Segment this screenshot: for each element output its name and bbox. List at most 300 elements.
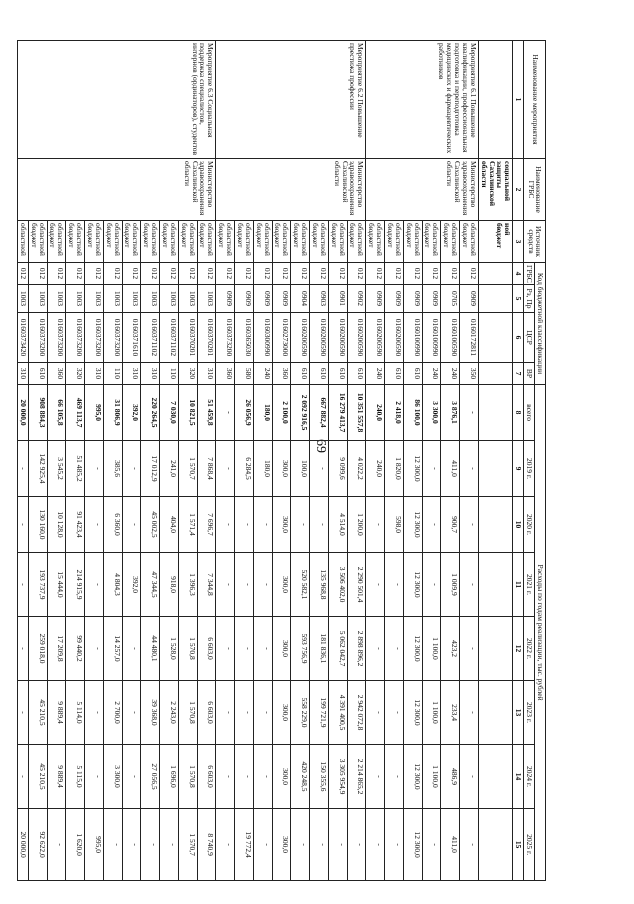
header-source: Источник средств <box>524 221 546 263</box>
cell-value <box>478 363 513 385</box>
header-name: Наименование мероприятия <box>524 41 546 159</box>
cell-year-value: 900,7 <box>441 497 460 553</box>
cell-grbs-code: 012 <box>216 263 235 285</box>
cell-year-value: - <box>385 553 404 617</box>
cell-total: 908 884,3 <box>28 385 47 441</box>
cell-vr: 610 <box>403 363 422 385</box>
cell-year-value: 130 160,0 <box>28 497 47 553</box>
cell-year-value: 142 925,4 <box>28 441 47 497</box>
cell-grbs-code: 012 <box>310 263 329 285</box>
cell-csr: 0160373200 <box>85 313 104 363</box>
cell-total: 392,0 <box>122 385 141 441</box>
cell-source: областной бюджет <box>460 221 479 263</box>
cell-year-value: 411,0 <box>441 809 460 881</box>
cell-rzpr: 0904 <box>291 285 310 313</box>
cell-rzpr: 0909 <box>235 285 254 313</box>
cell-year-value: 9 889,4 <box>47 745 66 809</box>
cell-rzpr: 0909 <box>272 285 291 313</box>
cell-source: областной бюджет <box>235 221 254 263</box>
cell-csr: 0160371610 <box>122 313 141 363</box>
cell-year-value: 1 570,8 <box>178 745 197 809</box>
cell-year-value: - <box>291 809 310 881</box>
cell-vr: 610 <box>328 363 347 385</box>
cell-value <box>478 809 513 881</box>
cell-year-value: - <box>310 441 329 497</box>
header-year: 2020 г. <box>524 497 535 553</box>
header-grbs: Наименование ГРБС <box>524 159 546 221</box>
cell-total: 3 876,1 <box>441 385 460 441</box>
cell-vr: 580 <box>235 363 254 385</box>
cell-year-value: - <box>216 553 235 617</box>
budget-table-page <box>18 40 546 880</box>
cell-grbs-code: 012 <box>366 263 385 285</box>
cell-year-value: 214 915,9 <box>66 553 85 617</box>
cell-year-value: 1 528,0 <box>160 617 179 681</box>
cell-rzpr: 1003 <box>18 285 29 313</box>
table-header <box>524 41 546 881</box>
cell-source: областной бюджет <box>422 221 441 263</box>
cell-year-value: - <box>85 441 104 497</box>
column-number: 4 <box>513 263 524 285</box>
cell-year-value: - <box>18 497 29 553</box>
cell-vr: 310 <box>18 363 29 385</box>
cell-year-value: 300,0 <box>272 497 291 553</box>
cell-year-value: 4 804,3 <box>103 553 122 617</box>
cell-vr: 310 <box>197 363 216 385</box>
cell-csr: 0160371102 <box>141 313 160 363</box>
cell-year-value: - <box>460 553 479 617</box>
cell-year-value: 3 506 402,0 <box>328 553 347 617</box>
cell-csr: 0160100990 <box>422 313 441 363</box>
cell-vr: 240 <box>253 363 272 385</box>
cell-source: областной бюджет <box>160 221 179 263</box>
cell-grbs-code: 012 <box>385 263 404 285</box>
cell-year-value: 99 440,2 <box>66 617 85 681</box>
cell-year-value: - <box>253 745 272 809</box>
cell-total: 180,0 <box>253 385 272 441</box>
cell-source: ной бюджет <box>478 221 513 263</box>
cell-year-value: - <box>85 681 104 745</box>
cell-year-value: 1 100,0 <box>422 745 441 809</box>
cell-year-value: - <box>122 681 141 745</box>
cell-year-value: 3 545,2 <box>47 441 66 497</box>
cell-year-value: 259 018,0 <box>28 617 47 681</box>
cell-source: областной бюджет <box>28 221 47 263</box>
cell-source: областной бюджет <box>103 221 122 263</box>
cell-csr: 0160200590 <box>366 313 385 363</box>
cell-year-value: 598,0 <box>385 497 404 553</box>
cell-year-value: - <box>235 553 254 617</box>
cell-year-value: 2 942 072,8 <box>347 681 366 745</box>
cell-year-value: - <box>366 617 385 681</box>
cell-year-value: - <box>216 617 235 681</box>
cell-year-value: 241,0 <box>160 441 179 497</box>
cell-vr: 610 <box>291 363 310 385</box>
cell-source: областной бюджет <box>178 221 197 263</box>
cell-year-value: 1 571,4 <box>178 497 197 553</box>
column-number: 7 <box>513 363 524 385</box>
cell-source: областной бюджет <box>328 221 347 263</box>
cell-total: 10 351 557,8 <box>347 385 366 441</box>
cell-year-value: - <box>216 809 235 881</box>
cell-source: областной бюджет <box>291 221 310 263</box>
column-number: 3 <box>513 221 524 263</box>
cell-year-value: 1 100,0 <box>422 681 441 745</box>
cell-year-value: 9 099,6 <box>328 441 347 497</box>
cell-year-value: - <box>460 497 479 553</box>
cell-source: областной бюджет <box>85 221 104 263</box>
cell-total: 220 264,5 <box>141 385 160 441</box>
cell-year-value: - <box>235 497 254 553</box>
cell-year-value: 10 128,0 <box>47 497 66 553</box>
cell-value <box>478 745 513 809</box>
cell-year-value: 5 115,0 <box>66 745 85 809</box>
cell-vr: 360 <box>216 363 235 385</box>
cell-vr: 240 <box>422 363 441 385</box>
cell-grbs: Министерство здравоохранения Сахалинской области <box>18 159 216 221</box>
cell-year-value: 5 114,0 <box>66 681 85 745</box>
cell-year-value: 486,9 <box>441 745 460 809</box>
cell-value <box>478 385 513 441</box>
cell-csr: 0160172811 <box>460 313 479 363</box>
cell-year-value: - <box>347 809 366 881</box>
cell-year-value: 1 570,7 <box>178 809 197 881</box>
cell-csr: 0160371102 <box>160 313 179 363</box>
cell-csr: 0160370201 <box>197 313 216 363</box>
cell-year-value: - <box>366 809 385 881</box>
cell-year-value: 193 737,9 <box>28 553 47 617</box>
cell-rzpr: 0909 <box>216 285 235 313</box>
cell-event-name: Мероприятие 6.2 Повышение престижа профессии <box>216 41 366 159</box>
cell-year-value: 6 603,0 <box>197 681 216 745</box>
cell-total: 2 100,0 <box>272 385 291 441</box>
cell-grbs-code: 012 <box>103 263 122 285</box>
cell-source: областной бюджет <box>441 221 460 263</box>
cell-source: областной бюджет <box>141 221 160 263</box>
cell-year-value: - <box>366 553 385 617</box>
cell-year-value: - <box>85 745 104 809</box>
cell-total: 20 000,0 <box>18 385 29 441</box>
cell-rzpr: 1003 <box>178 285 197 313</box>
cell-grbs-code: 012 <box>235 263 254 285</box>
cell-year-value: 47 344,5 <box>141 553 160 617</box>
cell-csr: 0160373200 <box>103 313 122 363</box>
cell-year-value: - <box>235 681 254 745</box>
cell-year-value: - <box>18 553 29 617</box>
cell-event-name: Мероприятие 6.1 Повышение квалификации, профессиональная подготовка и переподготовка медицинских и фармацевтических работников <box>366 41 479 159</box>
cell-year-value: - <box>253 617 272 681</box>
cell-year-value: - <box>385 745 404 809</box>
column-number: 13 <box>513 681 524 745</box>
cell-year-value: - <box>310 809 329 881</box>
cell-name <box>478 41 513 159</box>
rotated-table-stage <box>18 40 546 880</box>
cell-csr: 0160300990 <box>253 313 272 363</box>
header-year: 2023 г. <box>524 681 535 745</box>
cell-grbs-code: 012 <box>403 263 422 285</box>
cell-grbs-code: 012 <box>441 263 460 285</box>
cell-year-value: 3 300,0 <box>103 745 122 809</box>
cell-source: областной бюджет <box>216 221 235 263</box>
cell-source: областной <box>18 221 29 263</box>
cell-vr: 350 <box>460 363 479 385</box>
cell-year-value: 385,6 <box>103 441 122 497</box>
cell-total: - <box>460 385 479 441</box>
cell-year-value: 392,0 <box>122 553 141 617</box>
cell-year-value: 240,0 <box>366 441 385 497</box>
column-number: 2 <box>513 159 524 221</box>
cell-year-value: 12 300,0 <box>403 617 422 681</box>
cell-rzpr: 0705 <box>441 285 460 313</box>
cell-vr: 110 <box>160 363 179 385</box>
cell-year-value: 1 570,8 <box>178 617 197 681</box>
cell-csr: 0160100590 <box>441 313 460 363</box>
cell-rzpr: 1003 <box>66 285 85 313</box>
cell-year-value: - <box>122 809 141 881</box>
cell-year-value: 45 210,5 <box>28 745 47 809</box>
column-number: 8 <box>513 385 524 441</box>
page-number: 69 <box>313 439 328 453</box>
cell-year-value: 7 696,7 <box>197 497 216 553</box>
cell-year-value: 300,0 <box>272 617 291 681</box>
cell-year-value: - <box>85 617 104 681</box>
cell-year-value: 1 009,9 <box>441 553 460 617</box>
cell-year-value: 135 968,8 <box>310 553 329 617</box>
cell-year-value: 199 721,9 <box>310 681 329 745</box>
cell-year-value: 420 248,5 <box>291 745 310 809</box>
cell-year-value: - <box>366 681 385 745</box>
cell-year-value: - <box>385 809 404 881</box>
cell-year-value: 6 603,0 <box>197 745 216 809</box>
cell-year-value: 5 062 042,7 <box>328 617 347 681</box>
cell-year-value: - <box>291 497 310 553</box>
cell-rzpr: 1003 <box>85 285 104 313</box>
cell-source: областной бюджет <box>347 221 366 263</box>
cell-grbs-code: 012 <box>160 263 179 285</box>
cell-year-value: - <box>122 497 141 553</box>
cell-year-value: 6 360,0 <box>103 497 122 553</box>
cell-rzpr: 0909 <box>422 285 441 313</box>
cell-total: 86 100,0 <box>403 385 422 441</box>
cell-vr: 360 <box>272 363 291 385</box>
cell-rzpr: 1003 <box>103 285 122 313</box>
column-number: 15 <box>513 809 524 881</box>
cell-rzpr: 0909 <box>460 285 479 313</box>
cell-year-value: 45 002,5 <box>141 497 160 553</box>
cell-year-value: 520 582,1 <box>291 553 310 617</box>
cell-rzpr: 0909 <box>366 285 385 313</box>
cell-csr: 0160373200 <box>28 313 47 363</box>
cell-year-value: 44 480,1 <box>141 617 160 681</box>
column-number: 9 <box>513 441 524 497</box>
cell-source: областной бюджет <box>253 221 272 263</box>
cell-year-value: 7 344,8 <box>197 553 216 617</box>
cell-year-value: 1 696,0 <box>160 745 179 809</box>
cell-year-value: - <box>422 441 441 497</box>
cell-total: 66 105,8 <box>47 385 66 441</box>
table-row <box>460 41 479 881</box>
cell-grbs: Министерство здравоохранения Сахалинской области <box>366 159 479 221</box>
cell-grbs-code: 012 <box>178 263 197 285</box>
cell-rzpr: 0903 <box>310 285 329 313</box>
cell-vr: 310 <box>85 363 104 385</box>
cell-rzpr: 1003 <box>197 285 216 313</box>
cell-year-value: 300,0 <box>272 553 291 617</box>
cell-year-value: - <box>328 809 347 881</box>
cell-grbs-code: 012 <box>28 263 47 285</box>
cell-rzpr: 1003 <box>141 285 160 313</box>
cell-year-value: - <box>47 809 66 881</box>
cell-year-value: 995,0 <box>85 809 104 881</box>
column-number: 14 <box>513 745 524 809</box>
cell-year-value: 2 214 865,2 <box>347 745 366 809</box>
cell-total: 667 882,4 <box>310 385 329 441</box>
cell-csr: 0160200590 <box>385 313 404 363</box>
cell-vr: 310 <box>122 363 141 385</box>
cell-year-value: - <box>122 441 141 497</box>
cell-year-value: 39 368,0 <box>141 681 160 745</box>
cell-value <box>478 263 513 285</box>
cell-year-value: 300,0 <box>272 745 291 809</box>
cell-rzpr: 0909 <box>403 285 422 313</box>
cell-year-value: 411,0 <box>441 441 460 497</box>
cell-year-value: 300,0 <box>272 441 291 497</box>
header-year: 2024 г. <box>524 745 535 809</box>
column-number: 10 <box>513 497 524 553</box>
cell-year-value: 27 056,5 <box>141 745 160 809</box>
column-number: 5 <box>513 285 524 313</box>
cell-year-value: 300,0 <box>272 681 291 745</box>
cell-vr: 240 <box>441 363 460 385</box>
cell-csr: 0160273000 <box>272 313 291 363</box>
cell-vr: 610 <box>347 363 366 385</box>
cell-year-value: 12 300,0 <box>403 809 422 881</box>
cell-source: областной бюджет <box>197 221 216 263</box>
cell-grbs-code: 012 <box>47 263 66 285</box>
cell-year-value: 180,0 <box>253 441 272 497</box>
cell-year-value: 12 300,0 <box>403 553 422 617</box>
cell-total: 995,0 <box>85 385 104 441</box>
cell-year-value: 100,0 <box>291 441 310 497</box>
cell-year-value: 2 898 896,2 <box>347 617 366 681</box>
cell-year-value: 12 300,0 <box>403 745 422 809</box>
column-number: 6 <box>513 313 524 363</box>
cell-csr: 0160373420 <box>18 313 29 363</box>
cell-vr: 610 <box>28 363 47 385</box>
cell-year-value: 918,0 <box>160 553 179 617</box>
cell-vr: 320 <box>66 363 85 385</box>
header-grbs-code: ГРБС <box>524 263 535 285</box>
cell-year-value: - <box>216 441 235 497</box>
header-rzpr: Рз, Пр <box>524 285 535 313</box>
cell-value <box>478 441 513 497</box>
cell-source: областной бюджет <box>122 221 141 263</box>
cell-grbs-code: 012 <box>197 263 216 285</box>
cell-year-value: 45 210,5 <box>28 681 47 745</box>
cell-year-value: 423,2 <box>441 617 460 681</box>
cell-source: областной бюджет <box>272 221 291 263</box>
cell-year-value: - <box>253 497 272 553</box>
cell-year-value: - <box>460 681 479 745</box>
cell-year-value: 6 603,0 <box>197 617 216 681</box>
cell-year-value: - <box>141 809 160 881</box>
cell-year-value: 20 000,0 <box>18 809 29 881</box>
cell-source: областной бюджет <box>385 221 404 263</box>
cell-rzpr: 1003 <box>160 285 179 313</box>
header-vr: ВР <box>524 363 535 385</box>
cell-source: областной бюджет <box>366 221 385 263</box>
cell-total: 51 459,8 <box>197 385 216 441</box>
cell-vr: 360 <box>47 363 66 385</box>
cell-grbs-code: 012 <box>253 263 272 285</box>
cell-year-value: - <box>122 745 141 809</box>
cell-year-value: - <box>253 809 272 881</box>
cell-year-value: - <box>235 745 254 809</box>
cell-vr: 610 <box>310 363 329 385</box>
cell-value <box>478 497 513 553</box>
cell-rzpr: 0902 <box>347 285 366 313</box>
cell-year-value: 12 300,0 <box>403 497 422 553</box>
cell-grbs-code: 012 <box>18 263 29 285</box>
table-row <box>197 41 216 881</box>
cell-csr: 0160365030 <box>235 313 254 363</box>
cell-year-value: 300,0 <box>272 809 291 881</box>
cell-total: 2 418,0 <box>385 385 404 441</box>
cell-year-value: 91 423,4 <box>66 497 85 553</box>
cell-grbs-code: 012 <box>272 263 291 285</box>
cell-total: 10 821,5 <box>178 385 197 441</box>
cell-grbs-code: 012 <box>122 263 141 285</box>
cell-year-value: - <box>103 809 122 881</box>
cell-grbs-code: 012 <box>291 263 310 285</box>
cell-year-value: 558 229,0 <box>291 681 310 745</box>
cell-value <box>478 313 513 363</box>
cell-year-value: - <box>385 617 404 681</box>
cell-rzpr: 1003 <box>122 285 141 313</box>
cell-vr: 110 <box>103 363 122 385</box>
cell-total: 2 092 916,5 <box>291 385 310 441</box>
cell-year-value: - <box>18 441 29 497</box>
column-number: 1 <box>513 41 524 159</box>
cell-source: областной бюджет <box>66 221 85 263</box>
header-year: 2019 г. <box>524 441 535 497</box>
cell-value <box>478 285 513 313</box>
cell-rzpr: 1003 <box>28 285 47 313</box>
cell-total: 469 113,7 <box>66 385 85 441</box>
cell-year-value: 1 100,0 <box>422 617 441 681</box>
cell-year-value: 8 740,9 <box>197 809 216 881</box>
cell-year-value: - <box>253 553 272 617</box>
cell-year-value: 4 514,0 <box>328 497 347 553</box>
cell-vr: 240 <box>366 363 385 385</box>
cell-year-value: - <box>216 745 235 809</box>
cell-year-value: 181 836,1 <box>310 617 329 681</box>
cell-total: 31 806,9 <box>103 385 122 441</box>
cell-csr: 0160200590 <box>347 313 366 363</box>
cell-grbs: Министерство здравоохранения Сахалинской области <box>216 159 366 221</box>
cell-year-value: 15 444,0 <box>47 553 66 617</box>
cell-year-value: - <box>18 745 29 809</box>
header-spending-by-year: Расходы по годам реализации, тыс. рублей <box>535 385 546 881</box>
cell-year-value: 12 300,0 <box>403 441 422 497</box>
cell-year-value: 2 700,0 <box>103 681 122 745</box>
cell-source: областной бюджет <box>47 221 66 263</box>
cell-year-value: 7 868,4 <box>197 441 216 497</box>
table-row <box>347 41 366 881</box>
cell-year-value: 4 022,2 <box>347 441 366 497</box>
cell-csr: 0160370201 <box>178 313 197 363</box>
cell-year-value: - <box>216 681 235 745</box>
